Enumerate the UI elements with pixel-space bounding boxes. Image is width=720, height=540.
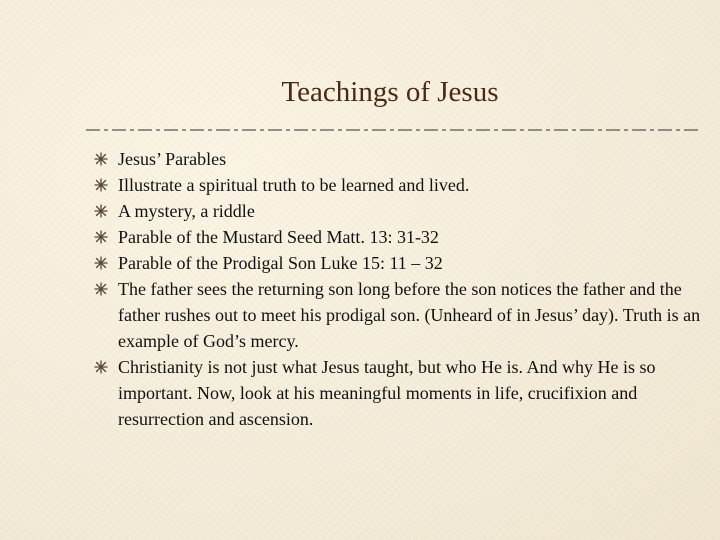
star-bullet-icon bbox=[94, 178, 108, 192]
star-bullet-icon bbox=[94, 282, 108, 296]
bullet-text: Jesus’ Parables bbox=[118, 149, 227, 169]
bullet-text: The father sees the returning son long before the son notices the father and the father rushes out to meet his prodigal son. (Unheard of in Jesus’ day). Truth is an example of God’s mercy. bbox=[118, 279, 701, 351]
title-divider bbox=[86, 124, 700, 136]
bullet-item bbox=[94, 146, 704, 172]
bullet-text: Parable of the Mustard Seed Matt. 13: 31-32 bbox=[118, 227, 439, 247]
bullet-item bbox=[94, 224, 704, 250]
bullet-item bbox=[94, 198, 704, 224]
bullet-item bbox=[94, 354, 704, 432]
star-bullet-icon bbox=[94, 360, 108, 374]
star-bullet-icon bbox=[94, 152, 108, 166]
bullet-item bbox=[94, 250, 704, 276]
star-bullet-icon bbox=[94, 256, 108, 270]
bullet-text: Illustrate a spiritual truth to be learned and lived. bbox=[118, 175, 470, 195]
star-bullet-icon bbox=[94, 230, 108, 244]
star-bullet-icon bbox=[94, 204, 108, 218]
bullet-list bbox=[94, 146, 704, 432]
slide-title: Teachings of Jesus bbox=[281, 76, 499, 108]
bullet-item bbox=[94, 276, 704, 354]
bullet-text: A mystery, a riddle bbox=[118, 201, 255, 221]
bullet-text: Parable of the Prodigal Son Luke 15: 11 – 32 bbox=[118, 253, 443, 273]
bullet-item bbox=[94, 172, 704, 198]
bullet-text: Christianity is not just what Jesus taught, but who He is. And why He is so important. Now, look at his meaningful moments in life, crucifixion and resurrection and ascension. bbox=[118, 357, 656, 429]
